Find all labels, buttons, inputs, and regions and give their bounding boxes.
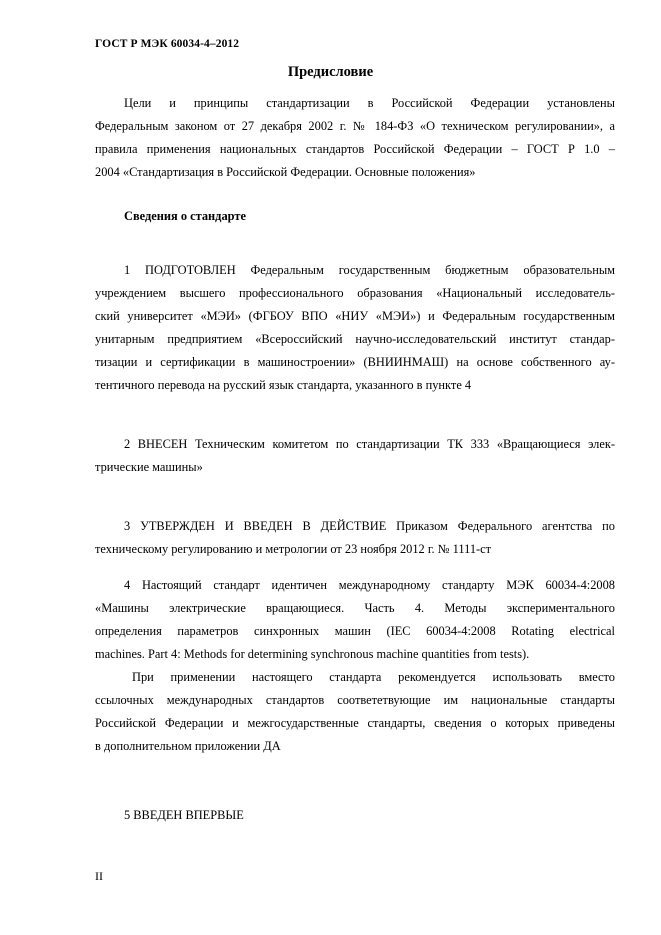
item-4-note-line: ссылочных международных стандартов соответетвующие им национальные стандарты	[95, 693, 615, 708]
item-2-paragraph	[95, 433, 615, 479]
item-4-line: «Машины электрические вращающиеся. Часть 4. Методы экспериментального	[95, 601, 615, 616]
standard-code-header: ГОСТ Р МЭК 60034-4–2012	[95, 38, 240, 50]
item-2-line: трические машины»	[95, 460, 203, 475]
item-4-line: 4 Настоящий стандарт идентичен международному стандарту МЭК 60034-4:2008	[124, 578, 615, 592]
intro-line: правила применения национальных стандартов Российской Федерации – ГОСТ Р 1.0 –	[95, 142, 615, 157]
page-number: II	[95, 869, 103, 883]
intro-paragraph	[95, 92, 615, 184]
item-3-line: 3 УТВЕРЖДЕН И ВВЕДЕН В ДЕЙСТВИЕ Приказом Федерального агентства по	[124, 519, 615, 533]
item-1-paragraph	[95, 259, 615, 398]
item-1-line: тизации и сертификации в машиностроении» (ВНИИНМАШ) на основе собственного ау-	[95, 355, 615, 370]
intro-line: Цели и принципы стандартизации в Российской Федерации установлены	[124, 96, 615, 110]
intro-line: Федеральным законом от 27 декабря 2002 г. № 184-ФЗ «О техническом регулировании», а	[95, 119, 615, 134]
section-heading: Сведения о стандарте	[124, 209, 246, 223]
item-1-line: ский университет «МЭИ» (ФГБОУ ВПО «НИУ «МЭИ») и Федеральным государственным	[95, 309, 615, 324]
item-5-paragraph: 5 ВВЕДЕН ВПЕРВЫЕ	[124, 808, 244, 822]
item-3-line: техническому регулированию и метрологии от 23 ноября 2012 г. № 1111-ст	[95, 542, 492, 557]
item-1-line: 1 ПОДГОТОВЛЕН Федеральным государственным бюджетным образовательным	[124, 263, 615, 277]
item-3-paragraph	[95, 515, 615, 561]
item-4-note-line: При применении настоящего стандарта рекомендуется использовать вместо	[132, 670, 615, 684]
item-4-note-line: в дополнительном приложении ДА	[95, 739, 281, 754]
item-2-line: 2 ВНЕСЕН Техническим комитетом по стандартизации ТК 333 «Вращающиеся элек-	[124, 437, 615, 451]
item-1-line: унитарным предприятием «Всероссийский научно-исследовательский институт стандар-	[95, 332, 615, 347]
item-1-line: учреждением высшего профессионального образования «Национальный исследователь-	[95, 286, 615, 301]
item-1-line: тентичного перевода на русский язык стандарта, указанного в пункте 4	[95, 378, 472, 393]
item-4-note-line: Российской Федерации и межгосударственные стандарты, сведения о которых приведены	[95, 716, 615, 731]
item-4-line: определения параметров синхронных машин (IEC 60034-4:2008 Rotating electrical	[95, 624, 615, 639]
item-4-line: machines. Part 4: Methods for determining synchronous machine quantities from tests).	[95, 647, 530, 662]
item-4-paragraph	[95, 574, 615, 666]
intro-line: 2004 «Стандартизация в Российской Федерации. Основные положения»	[95, 165, 476, 180]
item-4-note-paragraph	[95, 666, 615, 758]
page-title: Предисловие	[287, 64, 374, 80]
